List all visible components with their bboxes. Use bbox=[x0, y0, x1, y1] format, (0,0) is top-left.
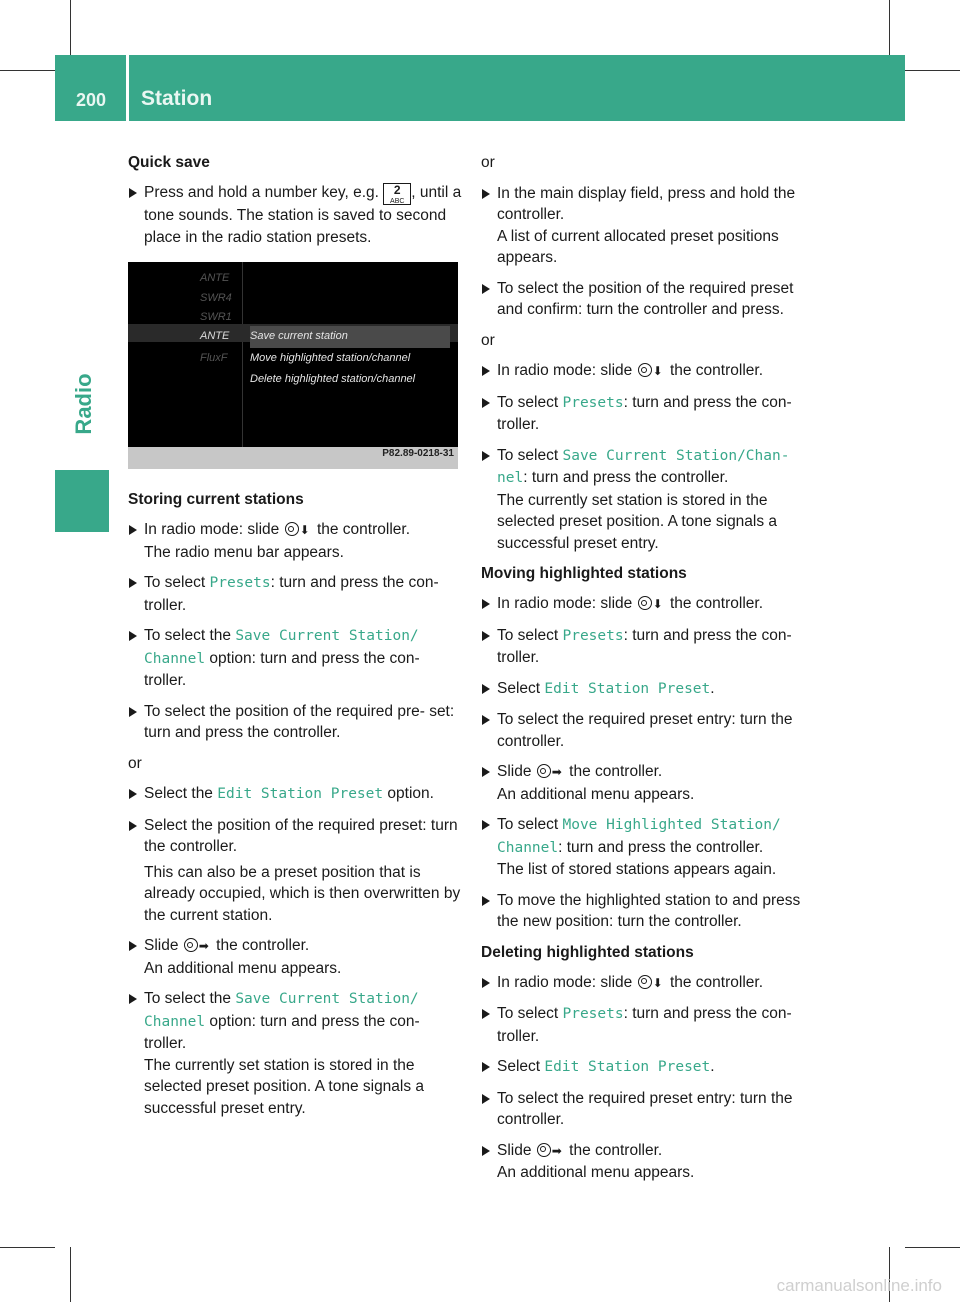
controller-icon bbox=[537, 1143, 551, 1157]
station-entry: SWR1 bbox=[200, 311, 232, 323]
step bbox=[128, 519, 462, 563]
or-label: or bbox=[481, 331, 495, 349]
side-tab bbox=[55, 470, 109, 532]
step-text: Select bbox=[497, 679, 545, 697]
menu-term: Save Current Station/ Channel bbox=[144, 991, 419, 1030]
step bbox=[128, 701, 462, 744]
menu-term: Presets bbox=[562, 627, 624, 644]
heading-quick-save: Quick save bbox=[128, 154, 210, 171]
step-text: : turn and press the controller. bbox=[558, 838, 764, 856]
step-text: To select the position of the required preset and confirm: turn the controller and press. bbox=[497, 279, 794, 318]
step-note: This can also be a preset position that is already occupied, which is then overwritten by the current station. bbox=[144, 863, 461, 924]
arrow-icon bbox=[129, 707, 137, 717]
station-entry: FluxF bbox=[200, 352, 228, 364]
station-entry: ANTE bbox=[200, 330, 230, 342]
right-arrow-icon: ➡ bbox=[198, 939, 209, 953]
crop-mark bbox=[889, 0, 890, 55]
step bbox=[481, 593, 815, 616]
step-text: To select bbox=[497, 1005, 563, 1022]
step-text: In radio mode: slide bbox=[497, 973, 637, 991]
menu-move-highlighted: Move highlighted station/channel bbox=[250, 352, 411, 364]
arrow-icon bbox=[482, 767, 490, 777]
step bbox=[481, 678, 815, 701]
step-text: To select bbox=[497, 446, 563, 464]
right-arrow-icon: ➡ bbox=[551, 765, 562, 779]
arrow-icon bbox=[482, 820, 490, 830]
number-key-icon bbox=[383, 183, 411, 205]
controller-icon bbox=[638, 975, 652, 989]
arrow-icon bbox=[129, 941, 137, 951]
step-text: Press and hold a number key, e.g. bbox=[144, 184, 384, 201]
step-text: To select the bbox=[144, 627, 236, 644]
side-label-text: Radio bbox=[71, 373, 96, 435]
menu-term: Presets bbox=[562, 394, 624, 411]
watermark[interactable]: carmanualsonline.info bbox=[776, 1276, 942, 1295]
step bbox=[481, 1056, 815, 1079]
step-text: the controller. bbox=[665, 595, 763, 612]
step bbox=[128, 625, 462, 692]
step bbox=[481, 183, 815, 269]
step bbox=[481, 445, 815, 555]
menu-save-current-station: Save current station bbox=[250, 326, 450, 348]
crop-mark bbox=[70, 0, 71, 55]
step-text: : turn and press the con- troller. bbox=[497, 1005, 792, 1045]
step-result: A list of current allocated preset positions appears. bbox=[497, 227, 779, 266]
step-text: Slide bbox=[497, 763, 536, 780]
step-text: Slide bbox=[144, 937, 183, 954]
step-text: option: turn and press the con- troller. bbox=[144, 649, 420, 689]
step-text: the controller. bbox=[312, 521, 410, 538]
step-text: In radio mode: slide bbox=[144, 521, 284, 538]
page-number: 200 bbox=[76, 90, 107, 110]
step-text: To select the position of the required pre- set: turn and press the controller. bbox=[144, 702, 455, 741]
step bbox=[481, 814, 815, 881]
menu-delete-highlighted: Delete highlighted station/channel bbox=[250, 373, 416, 385]
step-text: , until a tone sounds. The station is saved to second place in the radio station presets. bbox=[144, 184, 462, 246]
step-text: : turn and press the con- troller. bbox=[497, 626, 792, 666]
menu-term: Save Current Station/Chan‐ nel bbox=[497, 447, 790, 486]
down-arrow-icon: ⬇ bbox=[299, 523, 310, 537]
step bbox=[128, 572, 462, 616]
right-column bbox=[481, 152, 815, 1193]
step bbox=[481, 1140, 815, 1184]
step bbox=[128, 182, 462, 248]
key-digit: 2 bbox=[393, 183, 401, 197]
menu-term: Presets bbox=[562, 1006, 624, 1022]
step-text: In radio mode: slide bbox=[497, 362, 637, 379]
station-entry: SWR4 bbox=[200, 292, 232, 304]
arrow-icon bbox=[482, 684, 490, 694]
right-arrow-icon: ➡ bbox=[551, 1143, 562, 1158]
step bbox=[481, 709, 815, 752]
menu-term: Edit Station Preset bbox=[217, 786, 384, 802]
arrow-icon bbox=[129, 578, 137, 588]
arrow-icon bbox=[129, 631, 137, 641]
step bbox=[481, 360, 815, 383]
controller-icon bbox=[638, 596, 652, 610]
step-text: : turn and press the con- troller. bbox=[144, 574, 439, 614]
crop-mark bbox=[905, 70, 960, 71]
header-divider bbox=[126, 55, 129, 121]
arrow-icon bbox=[482, 1062, 490, 1072]
step-text: option: turn and press the con- troller. bbox=[144, 1012, 420, 1052]
arrow-icon bbox=[482, 1094, 490, 1104]
or-label: or bbox=[128, 754, 142, 772]
image-ref: P82.89-0218-31 bbox=[382, 447, 454, 459]
left-column bbox=[128, 152, 462, 1128]
step-text: In the main display field, press and hold the controller. bbox=[497, 184, 796, 223]
step-text: To select the bbox=[144, 990, 236, 1007]
step-text: : turn and press the con- troller. bbox=[497, 393, 792, 433]
section-title: Station bbox=[141, 87, 213, 110]
heading-storing: Storing current stations bbox=[128, 491, 304, 508]
arrow-icon bbox=[482, 599, 490, 609]
step bbox=[128, 815, 462, 927]
or-label: or bbox=[481, 154, 495, 171]
arrow-icon bbox=[129, 525, 137, 535]
step-result: The currently set station is stored in the selected preset position. A tone signals a successful preset entry. bbox=[497, 491, 778, 552]
arrow-icon bbox=[482, 398, 490, 408]
step bbox=[481, 761, 815, 805]
controller-icon bbox=[638, 363, 652, 377]
step-text: To select bbox=[497, 626, 563, 644]
step bbox=[481, 278, 815, 321]
arrow-icon bbox=[482, 1146, 490, 1156]
step-result: An additional menu appears. bbox=[144, 959, 342, 977]
step-text: : turn and press the controller. bbox=[523, 469, 729, 486]
crop-mark bbox=[905, 1247, 960, 1248]
step-text: To select bbox=[144, 574, 210, 591]
step-text: the controller. bbox=[211, 937, 310, 954]
crop-mark bbox=[0, 70, 55, 71]
down-arrow-icon: ⬇ bbox=[652, 364, 663, 378]
menu-term: Edit Station Preset bbox=[544, 680, 711, 697]
down-arrow-icon: ⬇ bbox=[652, 597, 663, 611]
step-result: The currently set station is stored in the selected preset position. A tone signals a successful preset entry. bbox=[144, 1056, 425, 1117]
step-result: The list of stored stations appears again. bbox=[497, 861, 777, 878]
step-text: To select bbox=[497, 393, 563, 411]
arrow-icon bbox=[482, 1009, 490, 1019]
arrow-icon bbox=[482, 189, 490, 199]
step bbox=[128, 783, 462, 806]
arrow-icon bbox=[482, 896, 490, 906]
down-arrow-icon: ⬇ bbox=[652, 975, 663, 990]
crop-mark bbox=[70, 1247, 71, 1302]
arrow-icon bbox=[129, 789, 137, 799]
controller-icon bbox=[285, 522, 299, 536]
key-letters: ABC bbox=[390, 198, 405, 205]
arrow-icon bbox=[482, 366, 490, 376]
crop-mark bbox=[0, 1247, 55, 1248]
step-text: . bbox=[710, 1058, 715, 1075]
menu-term: Edit Station Preset bbox=[544, 1059, 711, 1075]
step bbox=[481, 890, 815, 933]
arrow-icon bbox=[482, 978, 490, 988]
step bbox=[481, 625, 815, 669]
radio-screen-image bbox=[128, 262, 458, 469]
step-text: Slide bbox=[497, 1141, 536, 1159]
step-text: the controller. bbox=[564, 1141, 663, 1159]
step-result: An additional menu appears. bbox=[497, 1164, 695, 1181]
step bbox=[481, 1088, 815, 1131]
step bbox=[481, 972, 815, 995]
step-text: To move the highlighted station to and press the new position: turn the controller. bbox=[497, 891, 801, 930]
arrow-icon bbox=[482, 631, 490, 641]
step-text: . bbox=[710, 679, 715, 697]
step-text: the controller. bbox=[564, 763, 663, 780]
arrow-icon bbox=[129, 821, 137, 831]
arrow-icon bbox=[129, 188, 137, 198]
step bbox=[128, 935, 462, 979]
controller-icon bbox=[537, 764, 551, 778]
step-text: To select bbox=[497, 816, 563, 833]
menu-term: Save Current Station/ Channel bbox=[144, 628, 419, 667]
step-text: the controller. bbox=[665, 362, 763, 379]
arrow-icon bbox=[129, 994, 137, 1004]
step-text: the controller. bbox=[665, 973, 763, 991]
step bbox=[481, 392, 815, 436]
heading-deleting: Deleting highlighted stations bbox=[481, 943, 694, 961]
step bbox=[481, 1003, 815, 1047]
step-text: To select the required preset entry: turn the controller. bbox=[497, 711, 793, 750]
step-text: option. bbox=[383, 785, 434, 802]
step-text: Select bbox=[497, 1058, 545, 1075]
menu-term: Presets bbox=[209, 575, 271, 591]
step-result: The radio menu bar appears. bbox=[144, 543, 344, 561]
arrow-icon bbox=[482, 284, 490, 294]
step-text: In radio mode: slide bbox=[497, 595, 637, 612]
step-text: Select the bbox=[144, 785, 218, 802]
heading-moving: Moving highlighted stations bbox=[481, 565, 687, 582]
step-text: To select the required preset entry: turn the controller. bbox=[497, 1089, 793, 1128]
controller-icon bbox=[184, 938, 198, 952]
arrow-icon bbox=[482, 451, 490, 461]
menu-term: Move Highlighted Station/ Channel bbox=[497, 817, 781, 856]
station-entry: ANTE bbox=[200, 272, 230, 284]
step-text: Select the position of the required preset: turn the controller. bbox=[144, 816, 458, 855]
arrow-icon bbox=[482, 715, 490, 725]
step-result: An additional menu appears. bbox=[497, 785, 695, 803]
step bbox=[128, 988, 462, 1119]
